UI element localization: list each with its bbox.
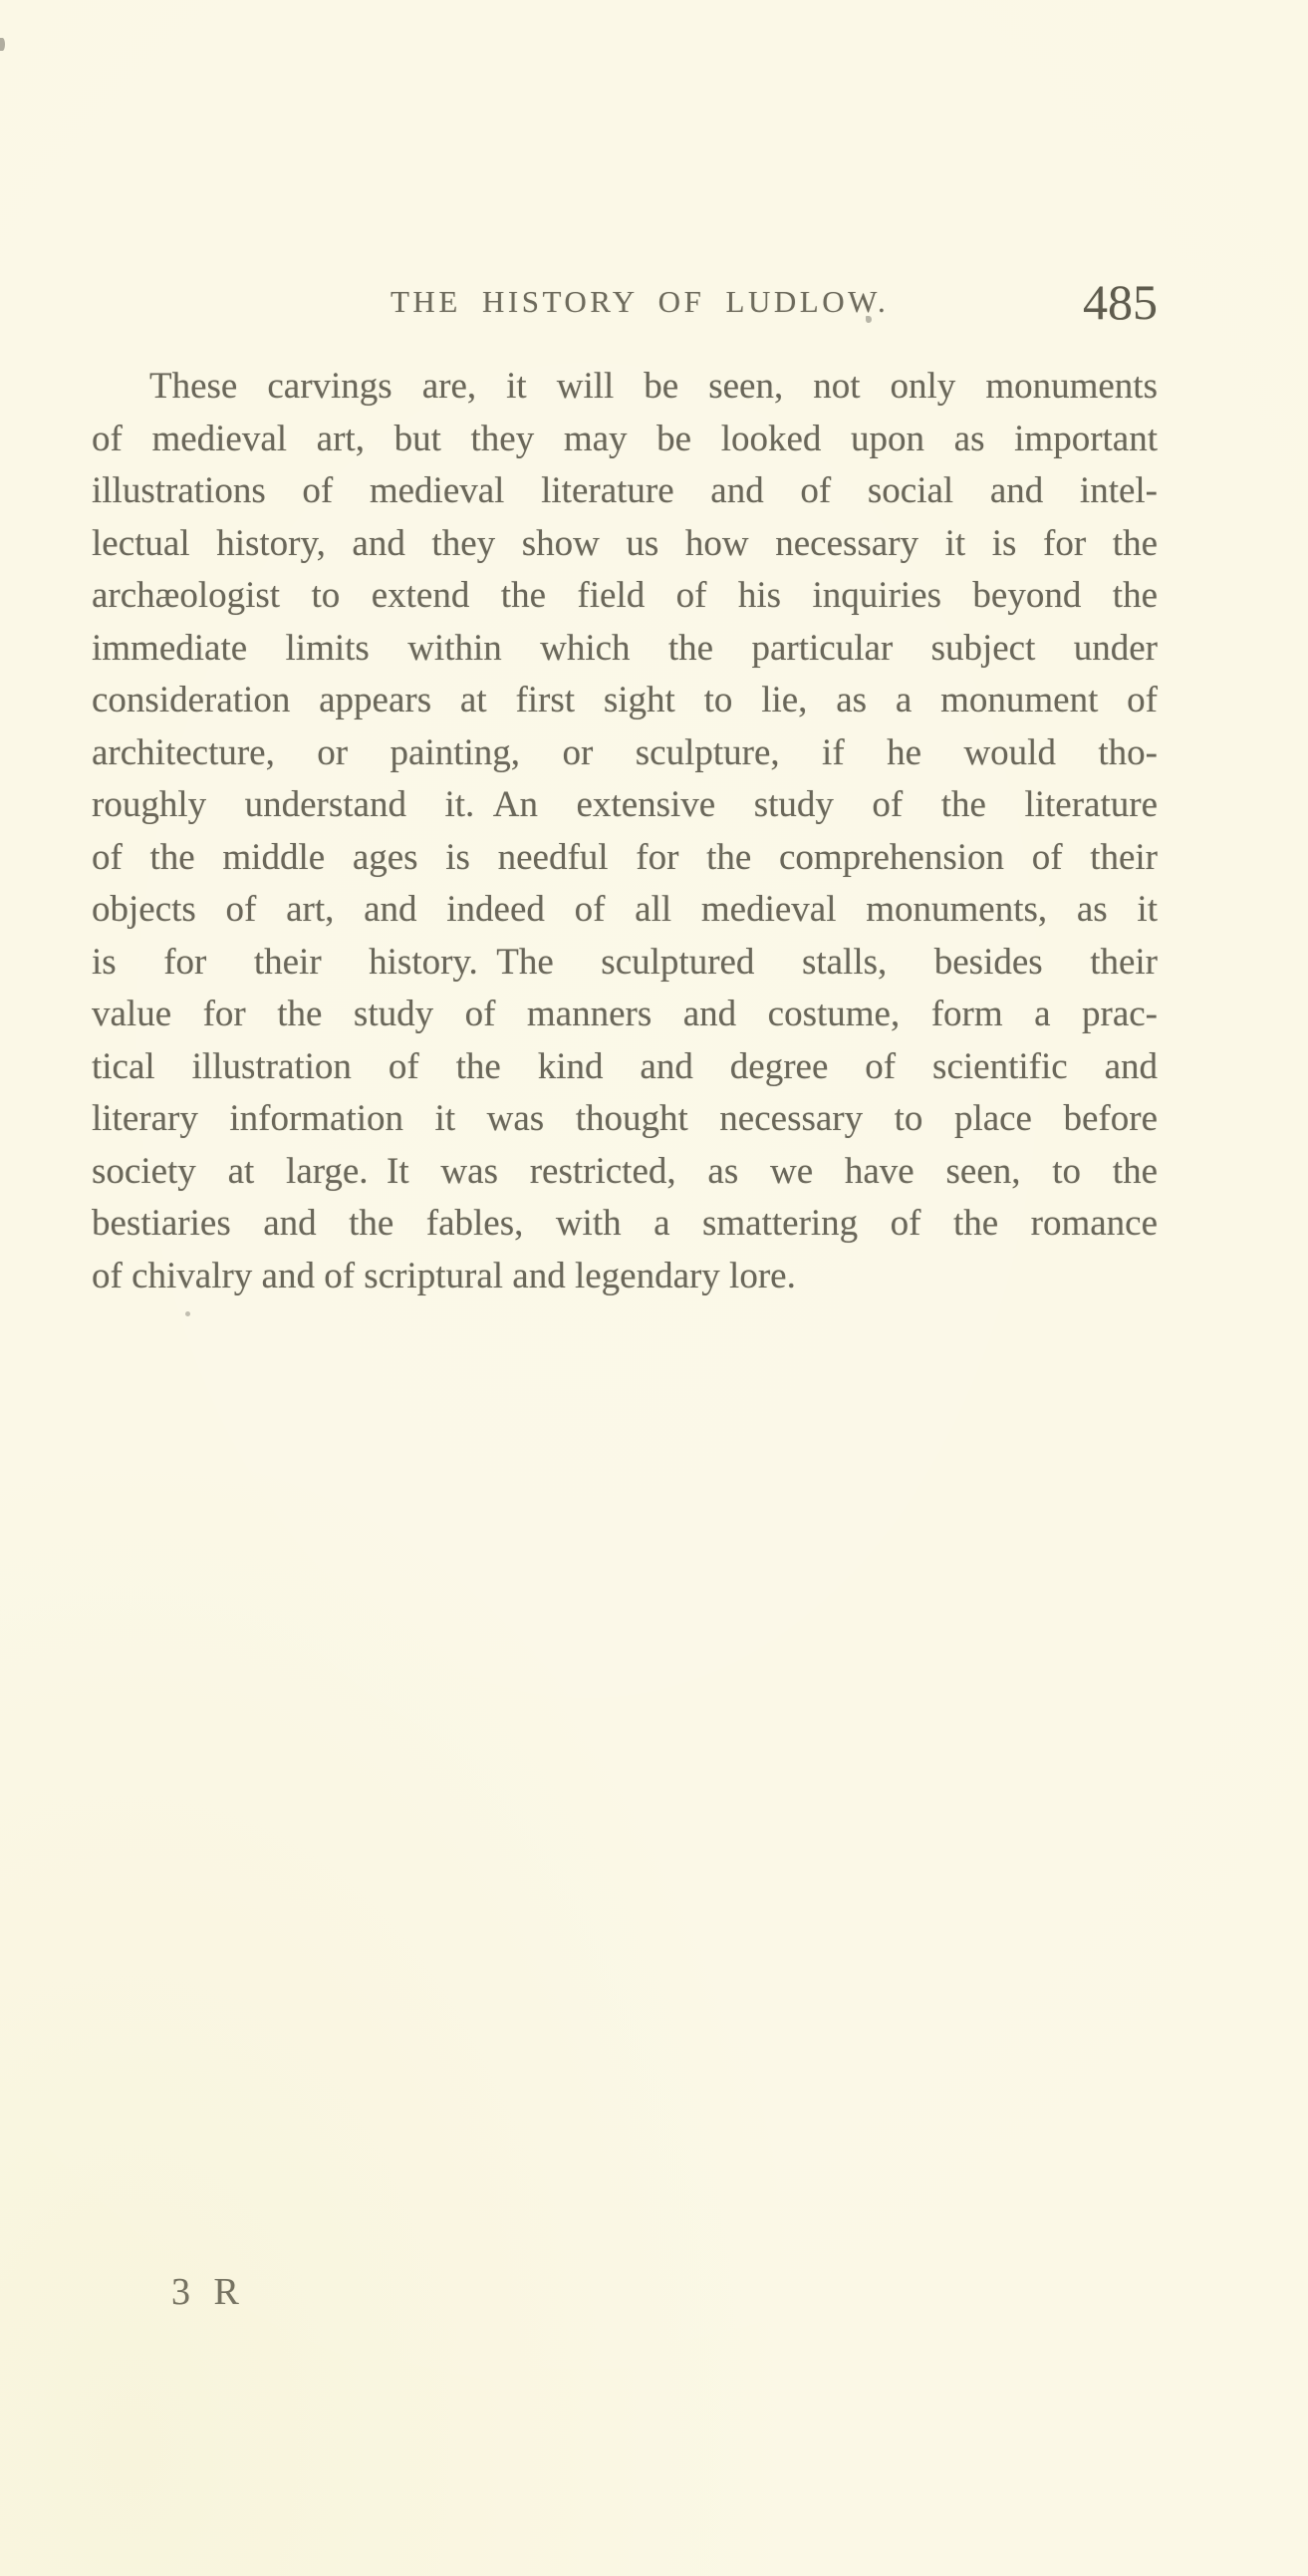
- paragraph-line: tical illustration of the kind and degree of scientific and: [92, 1045, 1158, 1087]
- paragraph-line: literary information it was thought necessary to place before: [92, 1098, 1158, 1139]
- running-header-title: THE HISTORY OF LUDLOW.: [391, 284, 890, 319]
- paragraph-line: archæologist to extend the field of his inquiries beyond the: [92, 575, 1158, 616]
- paragraph-line: immediate limits within which the particular subject under: [92, 627, 1158, 669]
- paragraph-line: bestiaries and the fables, with a smattering of the romance: [92, 1203, 1158, 1244]
- paragraph-line: illustrations of medieval literature and of social and intel-: [92, 470, 1158, 511]
- paragraph-line: society at large. It was restricted, as we have seen, to the: [92, 1150, 1158, 1192]
- paragraph-line: These carvings are, it will be seen, not only monuments: [149, 366, 1158, 407]
- paper-speck: [185, 1311, 190, 1316]
- paragraph-line: consideration appears at first sight to lie, as a monument of: [92, 680, 1158, 720]
- paragraph-line: objects of art, and indeed of all medieval monuments, as it: [92, 889, 1158, 930]
- paragraph-line: of chivalry and of scriptural and legendary lore.: [92, 1255, 796, 1296]
- paragraph-line: value for the study of manners and costume, form a prac-: [92, 994, 1158, 1034]
- paper-speck: [0, 38, 5, 51]
- body-paragraph: [92, 361, 1158, 1302]
- page-number: 485: [1083, 274, 1158, 330]
- signature-mark: 3 R: [171, 2271, 246, 2313]
- paragraph-line: lectual history, and they show us how necessary it is for the: [92, 522, 1158, 564]
- running-header: [0, 274, 1308, 330]
- paragraph-line: of medieval art, but they may be looked upon as important: [92, 418, 1158, 459]
- paragraph-line: is for their history. The sculptured stalls, besides their: [92, 941, 1158, 983]
- paragraph-line: of the middle ages is needful for the comprehension of their: [92, 836, 1158, 878]
- paper-speck: [866, 316, 872, 323]
- paragraph-line: roughly understand it. An extensive study of the literature: [92, 784, 1158, 825]
- paragraph-line: architecture, or painting, or sculpture, if he would tho-: [92, 731, 1158, 773]
